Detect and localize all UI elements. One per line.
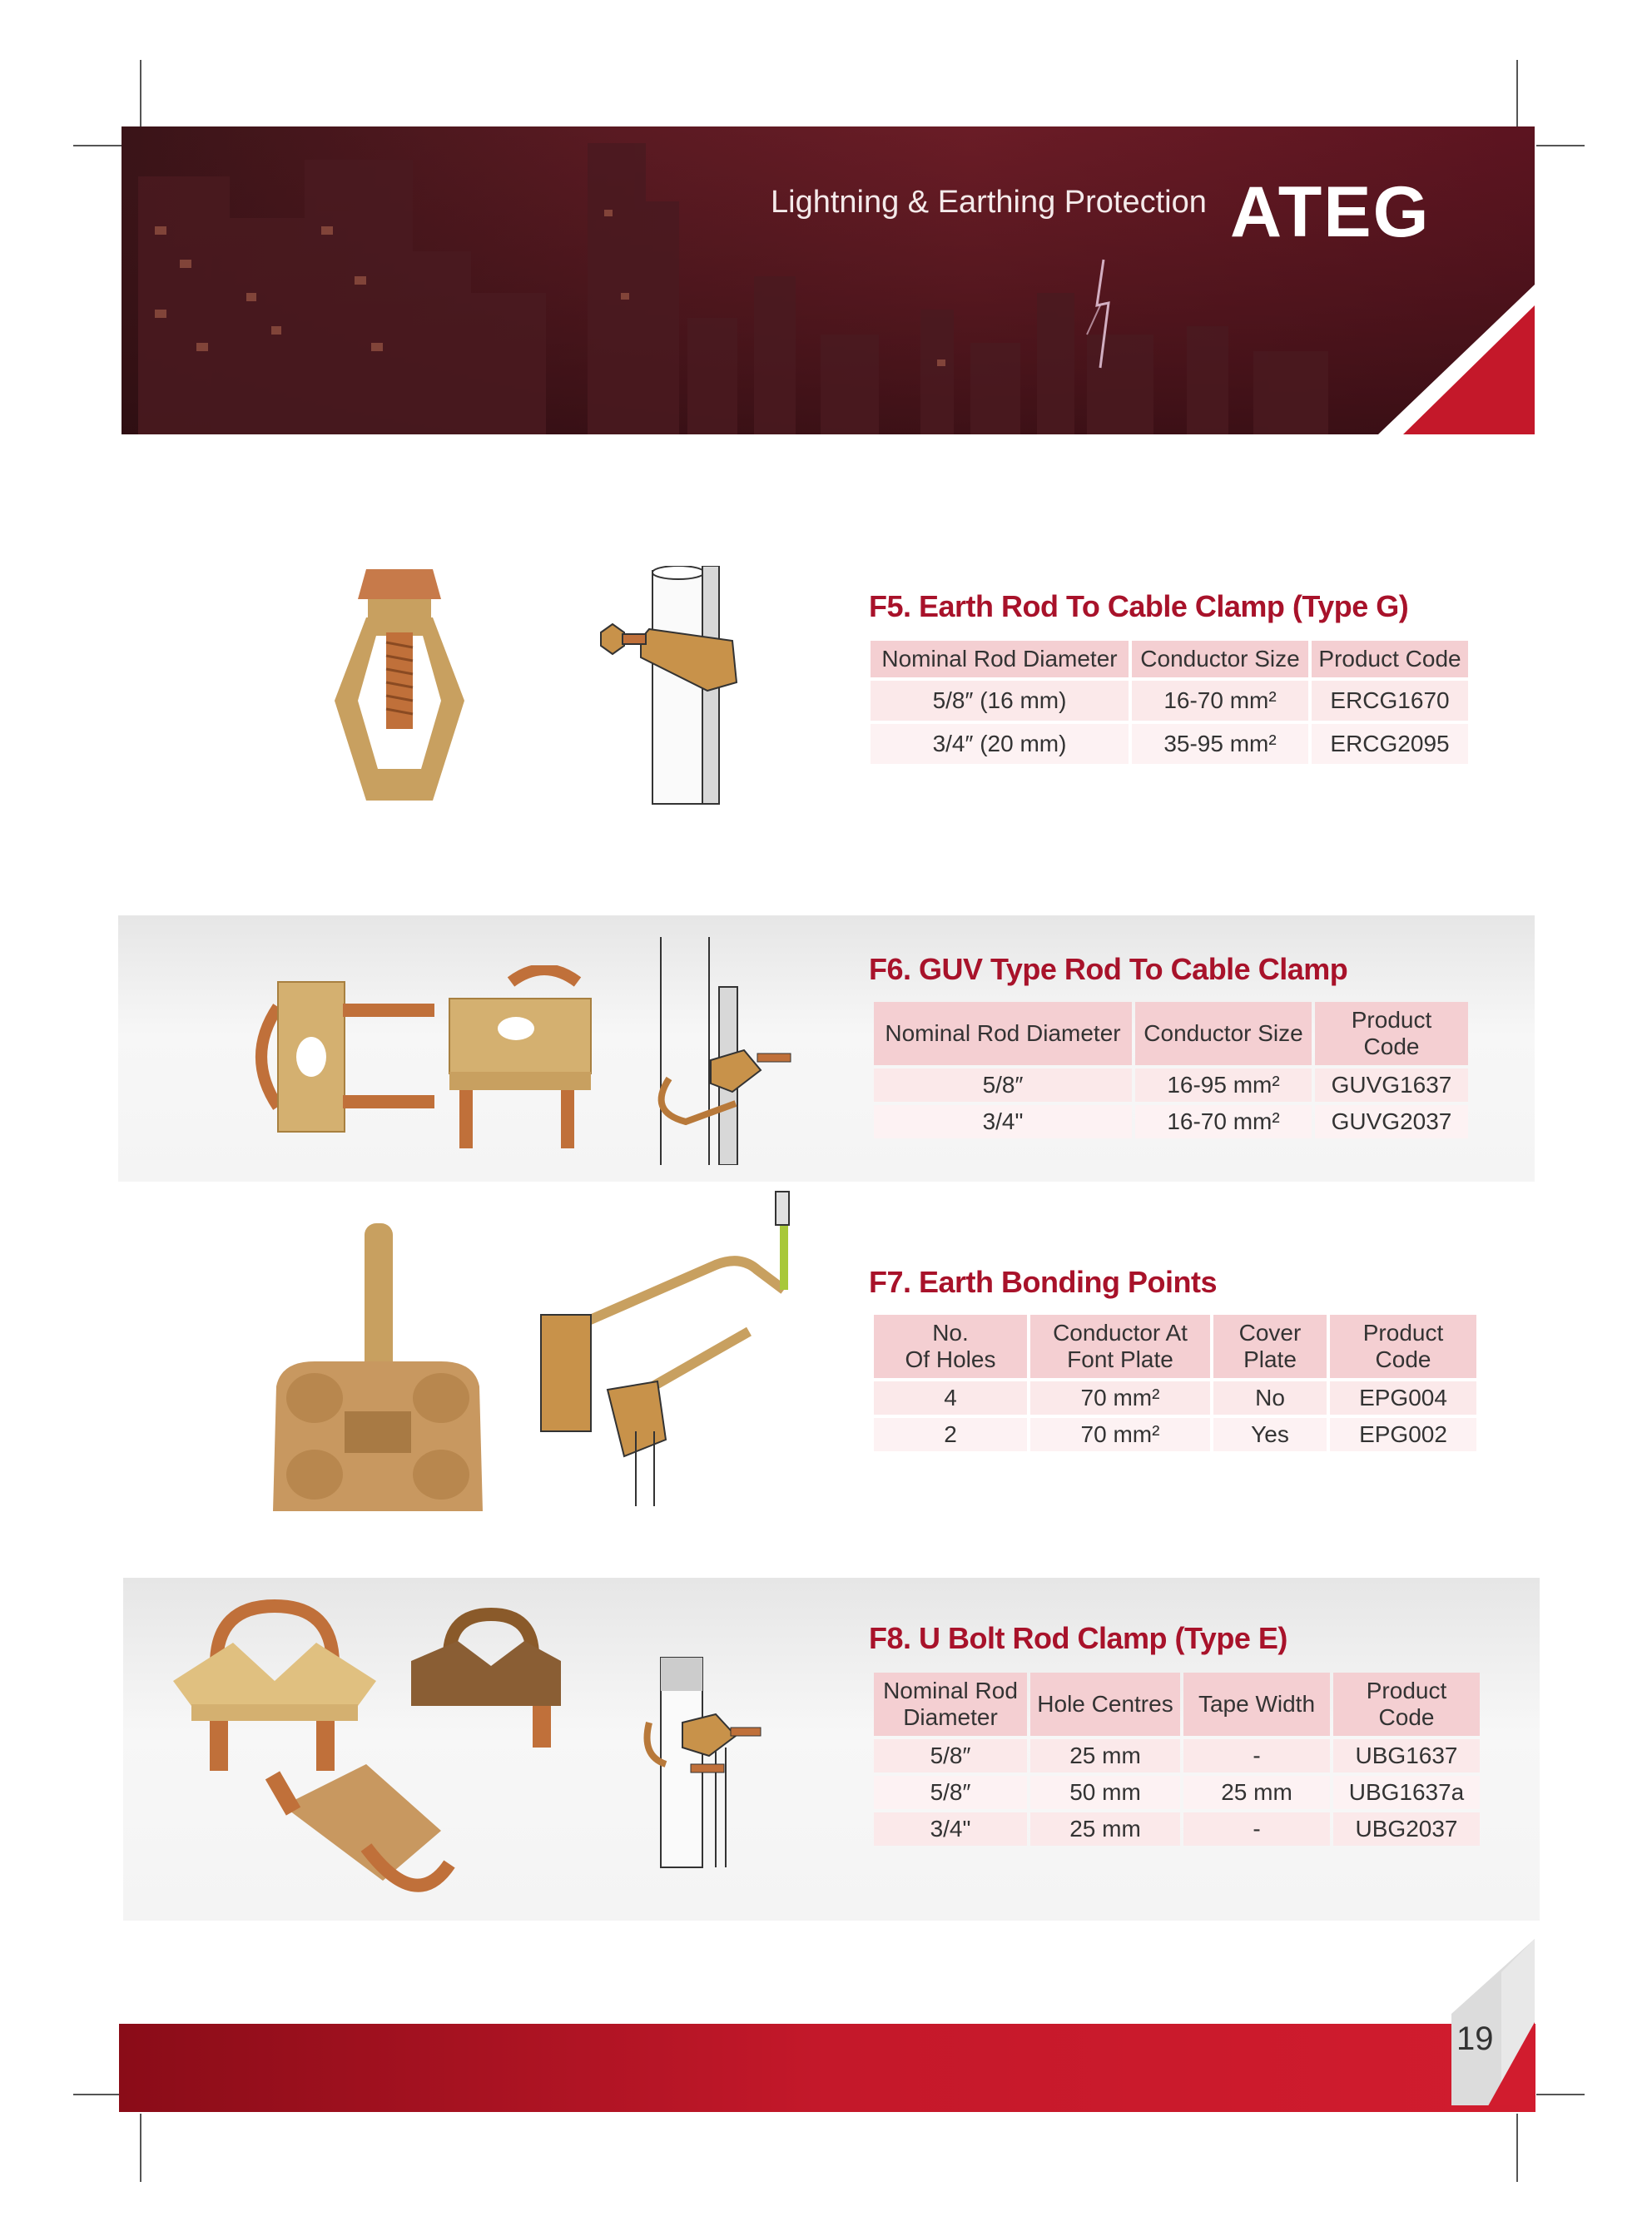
table-cell: EPG004 bbox=[1330, 1381, 1476, 1415]
table-cell: 35-95 mm² bbox=[1132, 724, 1308, 764]
table-cell: ERCG1670 bbox=[1312, 681, 1468, 721]
table-header-cell: Conductor Size bbox=[1135, 1002, 1312, 1065]
crop-mark bbox=[140, 60, 141, 128]
table-row bbox=[871, 724, 1468, 764]
table-cell: No bbox=[1213, 1381, 1327, 1415]
table-cell: UBG2037 bbox=[1333, 1812, 1480, 1846]
table-header-cell: Product Code bbox=[1312, 641, 1468, 677]
table-cell: UBG1637 bbox=[1333, 1739, 1480, 1772]
section-title-f5: F5. Earth Rod To Cable Clamp (Type G) bbox=[869, 589, 1409, 623]
table-row bbox=[874, 1105, 1468, 1138]
bonding-point-installed-icon bbox=[533, 1190, 816, 1506]
spec-table-f8 bbox=[871, 1669, 1483, 1849]
table-row bbox=[874, 1776, 1480, 1809]
table-cell: GUVG2037 bbox=[1315, 1105, 1468, 1138]
spec-table-f5 bbox=[867, 637, 1471, 767]
u-bolt-clamp-installed-icon bbox=[633, 1656, 774, 1869]
table-cell: Yes bbox=[1213, 1418, 1327, 1451]
table-header-row bbox=[874, 1002, 1468, 1065]
table-cell: 16-70 mm² bbox=[1135, 1105, 1312, 1138]
crop-mark bbox=[73, 145, 122, 146]
table-cell: 25 mm bbox=[1183, 1776, 1330, 1809]
table-row bbox=[874, 1418, 1476, 1451]
table-cell: 5/8″ bbox=[874, 1068, 1132, 1102]
guv-clamp-installed-icon bbox=[652, 937, 802, 1165]
spec-table-f7 bbox=[871, 1311, 1480, 1455]
table-cell: 5/8″ bbox=[874, 1776, 1027, 1809]
table-cell: 70 mm² bbox=[1030, 1381, 1210, 1415]
table-header-row bbox=[874, 1673, 1480, 1736]
section-title-f6: F6. GUV Type Rod To Cable Clamp bbox=[869, 952, 1348, 986]
table-header-cell: Conductor Size bbox=[1132, 641, 1308, 677]
table-cell: 5/8″ (16 mm) bbox=[871, 681, 1129, 721]
crop-mark bbox=[1516, 60, 1518, 128]
table-cell: 3/4″ (20 mm) bbox=[871, 724, 1129, 764]
brand-logo: ATEG bbox=[1230, 172, 1431, 252]
table-cell: 70 mm² bbox=[1030, 1418, 1210, 1451]
table-header-cell: Conductor At Font Plate bbox=[1030, 1315, 1210, 1378]
type-g-clamp-installed-icon bbox=[591, 566, 757, 807]
table-cell: EPG002 bbox=[1330, 1418, 1476, 1451]
section-title-f8: F8. U Bolt Rod Clamp (Type E) bbox=[869, 1621, 1287, 1655]
table-header-cell: Nominal Rod Diameter bbox=[874, 1002, 1132, 1065]
table-header-cell: Product Code bbox=[1315, 1002, 1468, 1065]
table-cell: 4 bbox=[874, 1381, 1027, 1415]
table-header-cell: Product Code bbox=[1330, 1315, 1476, 1378]
table-row bbox=[871, 681, 1468, 721]
table-row bbox=[874, 1068, 1468, 1102]
type-g-clamp-icon bbox=[316, 559, 483, 809]
table-cell: 16-70 mm² bbox=[1132, 681, 1308, 721]
table-row bbox=[874, 1381, 1476, 1415]
banner-subtitle: Lightning & Earthing Protection bbox=[771, 185, 1207, 220]
table-cell: 16-95 mm² bbox=[1135, 1068, 1312, 1102]
table-header-cell: Tape Width bbox=[1183, 1673, 1330, 1736]
table-header-cell: No. Of Holes bbox=[874, 1315, 1027, 1378]
table-cell: ERCG2095 bbox=[1312, 724, 1468, 764]
table-cell: UBG1637a bbox=[1333, 1776, 1480, 1809]
crop-mark bbox=[1536, 2094, 1585, 2095]
table-header-cell: Nominal Rod Diameter bbox=[871, 641, 1129, 677]
table-header-cell: Product Code bbox=[1333, 1673, 1480, 1736]
table-cell: 25 mm bbox=[1030, 1812, 1180, 1846]
table-row bbox=[874, 1739, 1480, 1772]
section-title-f7: F7. Earth Bonding Points bbox=[869, 1265, 1217, 1299]
table-header-cell: Nominal Rod Diameter bbox=[874, 1673, 1027, 1736]
guv-clamp-icon bbox=[236, 965, 619, 1148]
crop-mark bbox=[140, 2114, 141, 2182]
crop-mark bbox=[73, 2094, 122, 2095]
table-cell: 5/8″ bbox=[874, 1739, 1027, 1772]
table-header-cell: Hole Centres bbox=[1030, 1673, 1180, 1736]
crop-mark bbox=[1516, 2114, 1518, 2182]
crop-mark bbox=[1536, 145, 1585, 146]
table-cell: 3/4" bbox=[874, 1812, 1027, 1846]
table-cell: - bbox=[1183, 1812, 1330, 1846]
table-header-cell: Cover Plate bbox=[1213, 1315, 1327, 1378]
page-number: 19 bbox=[1456, 2020, 1494, 2057]
table-cell: 2 bbox=[874, 1418, 1027, 1451]
table-cell: 3/4" bbox=[874, 1105, 1132, 1138]
table-cell: 25 mm bbox=[1030, 1739, 1180, 1772]
table-header-row bbox=[874, 1315, 1476, 1378]
table-cell: - bbox=[1183, 1739, 1330, 1772]
bonding-point-icon bbox=[265, 1220, 491, 1523]
u-bolt-clamp-icon bbox=[166, 1598, 616, 1914]
table-header-row bbox=[871, 641, 1468, 677]
spec-table-f6 bbox=[871, 999, 1471, 1142]
footer-bar bbox=[119, 2024, 1535, 2112]
table-cell: GUVG1637 bbox=[1315, 1068, 1468, 1102]
table-cell: 50 mm bbox=[1030, 1776, 1180, 1809]
header-banner bbox=[122, 126, 1535, 434]
table-row bbox=[874, 1812, 1480, 1846]
